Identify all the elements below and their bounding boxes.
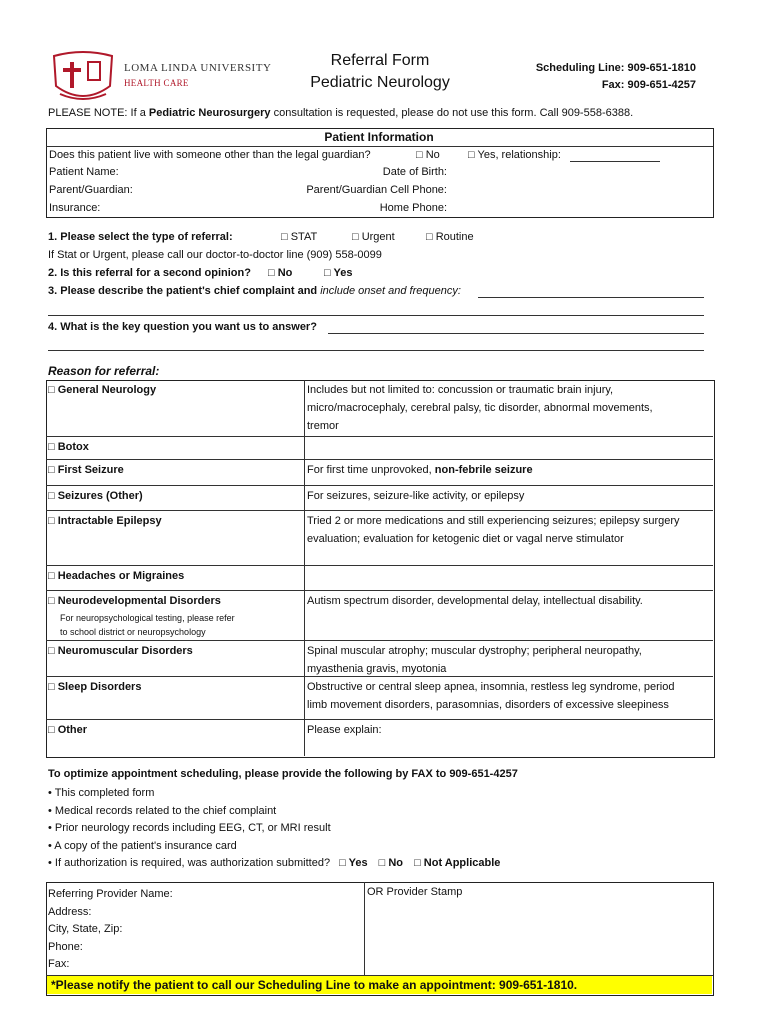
- complaint-field-2[interactable]: [48, 315, 704, 316]
- q3-bold: 3. Please describe the patient's chief complaint and: [48, 285, 318, 297]
- provider-divider: [364, 882, 365, 976]
- desc-line: evaluation; evaluation for ketogenic diet or vagal nerve stimulator: [307, 533, 624, 545]
- row-divider: [46, 510, 713, 511]
- guardian-question: Does this patient live with someone other than the legal guardian?: [49, 149, 371, 161]
- reason-first-seizure[interactable]: □ First Seizure: [48, 464, 124, 476]
- page-title: [290, 50, 470, 94]
- row-divider: [46, 436, 713, 437]
- key-question-field-2[interactable]: [48, 350, 704, 351]
- stat-note: If Stat or Urgent, please call our doctor-to-doctor line (909) 558-0099: [48, 249, 382, 261]
- reason-other[interactable]: □ Other: [48, 724, 88, 736]
- list-item: • A copy of the patient's insurance card: [48, 839, 237, 852]
- patient-name-label: Patient Name:: [49, 166, 119, 178]
- notify-banner: *Please notify the patient to call our Scheduling Line to make an appointment: 909-651-1810.: [47, 976, 712, 994]
- neuro-sub-1: For neuropsychological testing, please refer: [60, 613, 235, 623]
- desc-line: tremor: [307, 420, 339, 432]
- provider-address-label: Address:: [48, 905, 92, 918]
- desc-bold: non-febrile seizure: [434, 464, 533, 476]
- auth-no-checkbox[interactable]: □ No: [378, 857, 404, 870]
- relationship-field[interactable]: [570, 161, 660, 162]
- dob-label: Date of Birth:: [382, 166, 447, 178]
- other-explain: Please explain:: [307, 724, 382, 736]
- desc-line: Spinal muscular atrophy; muscular dystrophy; peripheral neuropathy,: [307, 645, 642, 657]
- row-divider: [46, 485, 713, 486]
- reason-desc: Autism spectrum disorder, developmental delay, intellectual disability.: [307, 595, 643, 607]
- row-divider: [46, 459, 713, 460]
- q3-italic: include onset and frequency:: [320, 285, 461, 297]
- reason-desc: [307, 512, 680, 548]
- desc-line: For first time unprovoked,: [307, 464, 435, 476]
- list-item: [48, 855, 500, 873]
- guardian-yes-checkbox[interactable]: □ Yes, relationship:: [468, 149, 561, 161]
- provider-fields: [48, 886, 173, 974]
- row-divider: [46, 565, 713, 566]
- reason-neurodevelopmental[interactable]: □ Neurodevelopmental Disorders: [48, 595, 221, 607]
- reason-intractable-epilepsy[interactable]: □ Intractable Epilepsy: [48, 515, 162, 527]
- q4-label: 4. What is the key question you want us to answer?: [48, 321, 317, 333]
- divider: [46, 146, 713, 147]
- insurance-label: Insurance:: [49, 202, 101, 214]
- desc-line: myasthenia gravis, myotonia: [307, 663, 447, 675]
- contact-lines: [536, 60, 696, 94]
- logo: [48, 48, 278, 106]
- patient-info-heading: Patient Information: [324, 130, 434, 144]
- title-line-2: Pediatric Neurology: [310, 74, 450, 91]
- desc-line: Obstructive or central sleep apnea, insomnia, restless leg syndrome, period: [307, 681, 675, 693]
- row-divider: [46, 590, 713, 591]
- org-name: LOMA LINDA UNIVERSITY: [124, 62, 272, 74]
- desc-line: Tried 2 or more medications and still experiencing seizures; epilepsy surgery: [307, 515, 680, 527]
- row-divider: [46, 719, 713, 720]
- urgent-checkbox[interactable]: □ Urgent: [352, 231, 395, 243]
- neurosurgery-note: [48, 107, 633, 119]
- second-opinion-yes[interactable]: □ Yes: [324, 267, 353, 279]
- llu-crest-icon: [48, 48, 118, 106]
- reason-heading: Reason for referral:: [48, 364, 160, 378]
- reason-desc: [307, 678, 674, 714]
- row-divider: [46, 640, 713, 641]
- second-opinion-no[interactable]: □ No: [268, 267, 293, 279]
- reason-general-neurology[interactable]: □ General Neurology: [48, 384, 157, 396]
- scheduling-line: Scheduling Line: 909-651-1810: [535, 62, 696, 74]
- reason-headaches[interactable]: □ Headaches or Migraines: [48, 570, 185, 582]
- provider-city-label: City, State, Zip:: [48, 923, 123, 935]
- neuro-sub-2: to school district or neuropsychology: [60, 627, 206, 637]
- fax-list: [48, 785, 500, 873]
- provider-fax-label: Fax:: [48, 958, 70, 970]
- reason-desc: [307, 381, 653, 435]
- provider-phone-label: Phone:: [48, 940, 83, 953]
- auth-na-checkbox[interactable]: □ Not Applicable: [414, 857, 501, 870]
- fax-line: Fax: 909-651-4257: [601, 79, 696, 91]
- desc-line: Includes but not limited to: concussion or traumatic brain injury,: [307, 384, 614, 396]
- reason-seizures-other[interactable]: □ Seizures (Other): [48, 490, 143, 502]
- reason-desc: [307, 642, 642, 678]
- key-question-field[interactable]: [328, 333, 704, 334]
- reason-neuromuscular[interactable]: □ Neuromuscular Disorders: [48, 645, 193, 657]
- home-phone-label: Home Phone:: [379, 202, 447, 214]
- parent-cell-label: Parent/Guardian Cell Phone:: [306, 184, 447, 196]
- q2-label: 2. Is this referral for a second opinion?: [48, 267, 251, 279]
- provider-stamp-label: OR Provider Stamp: [367, 886, 463, 898]
- list-item: • Prior neurology records including EEG, CT, or MRI result: [48, 822, 331, 835]
- q3-label: [48, 285, 461, 297]
- reason-desc: [307, 461, 533, 479]
- title-line-1: Referral Form: [330, 52, 430, 69]
- provider-name-label: Referring Provider Name:: [48, 888, 173, 900]
- list-item: • This completed form: [48, 787, 155, 799]
- parent-label: Parent/Guardian:: [49, 184, 133, 196]
- desc-line: micro/macrocephaly, cerebral palsy, tic disorder, abnormal movements,: [307, 402, 653, 414]
- org-subname: HEALTH CARE: [124, 78, 189, 88]
- reason-desc: For seizures, seizure-like activity, or epilepsy: [307, 490, 525, 502]
- fax-heading: To optimize appointment scheduling, please provide the following by FAX to 909-651-4257: [48, 768, 518, 780]
- guardian-no-checkbox[interactable]: □ No: [416, 149, 440, 161]
- reason-sleep-disorders[interactable]: □ Sleep Disorders: [48, 681, 142, 693]
- auth-yes-checkbox[interactable]: □ Yes: [339, 857, 368, 870]
- stat-checkbox[interactable]: □ STAT: [281, 231, 318, 243]
- complaint-field[interactable]: [478, 297, 704, 298]
- note-bold: Pediatric Neurosurgery: [148, 107, 271, 119]
- note-suffix: consultation is requested, please do not use this form. Call 909-558-6388.: [270, 107, 634, 119]
- reason-botox[interactable]: □ Botox: [48, 441, 89, 453]
- routine-checkbox[interactable]: □ Routine: [426, 231, 474, 243]
- desc-line: limb movement disorders, parasomnias, disorders of excessive sleepiness: [307, 699, 669, 711]
- list-item: • Medical records related to the chief complaint: [48, 804, 277, 817]
- q1-label: 1. Please select the type of referral:: [48, 231, 233, 243]
- note-prefix: PLEASE NOTE: If a: [48, 107, 149, 119]
- auth-question: • If authorization is required, was authorization submitted?: [48, 857, 331, 870]
